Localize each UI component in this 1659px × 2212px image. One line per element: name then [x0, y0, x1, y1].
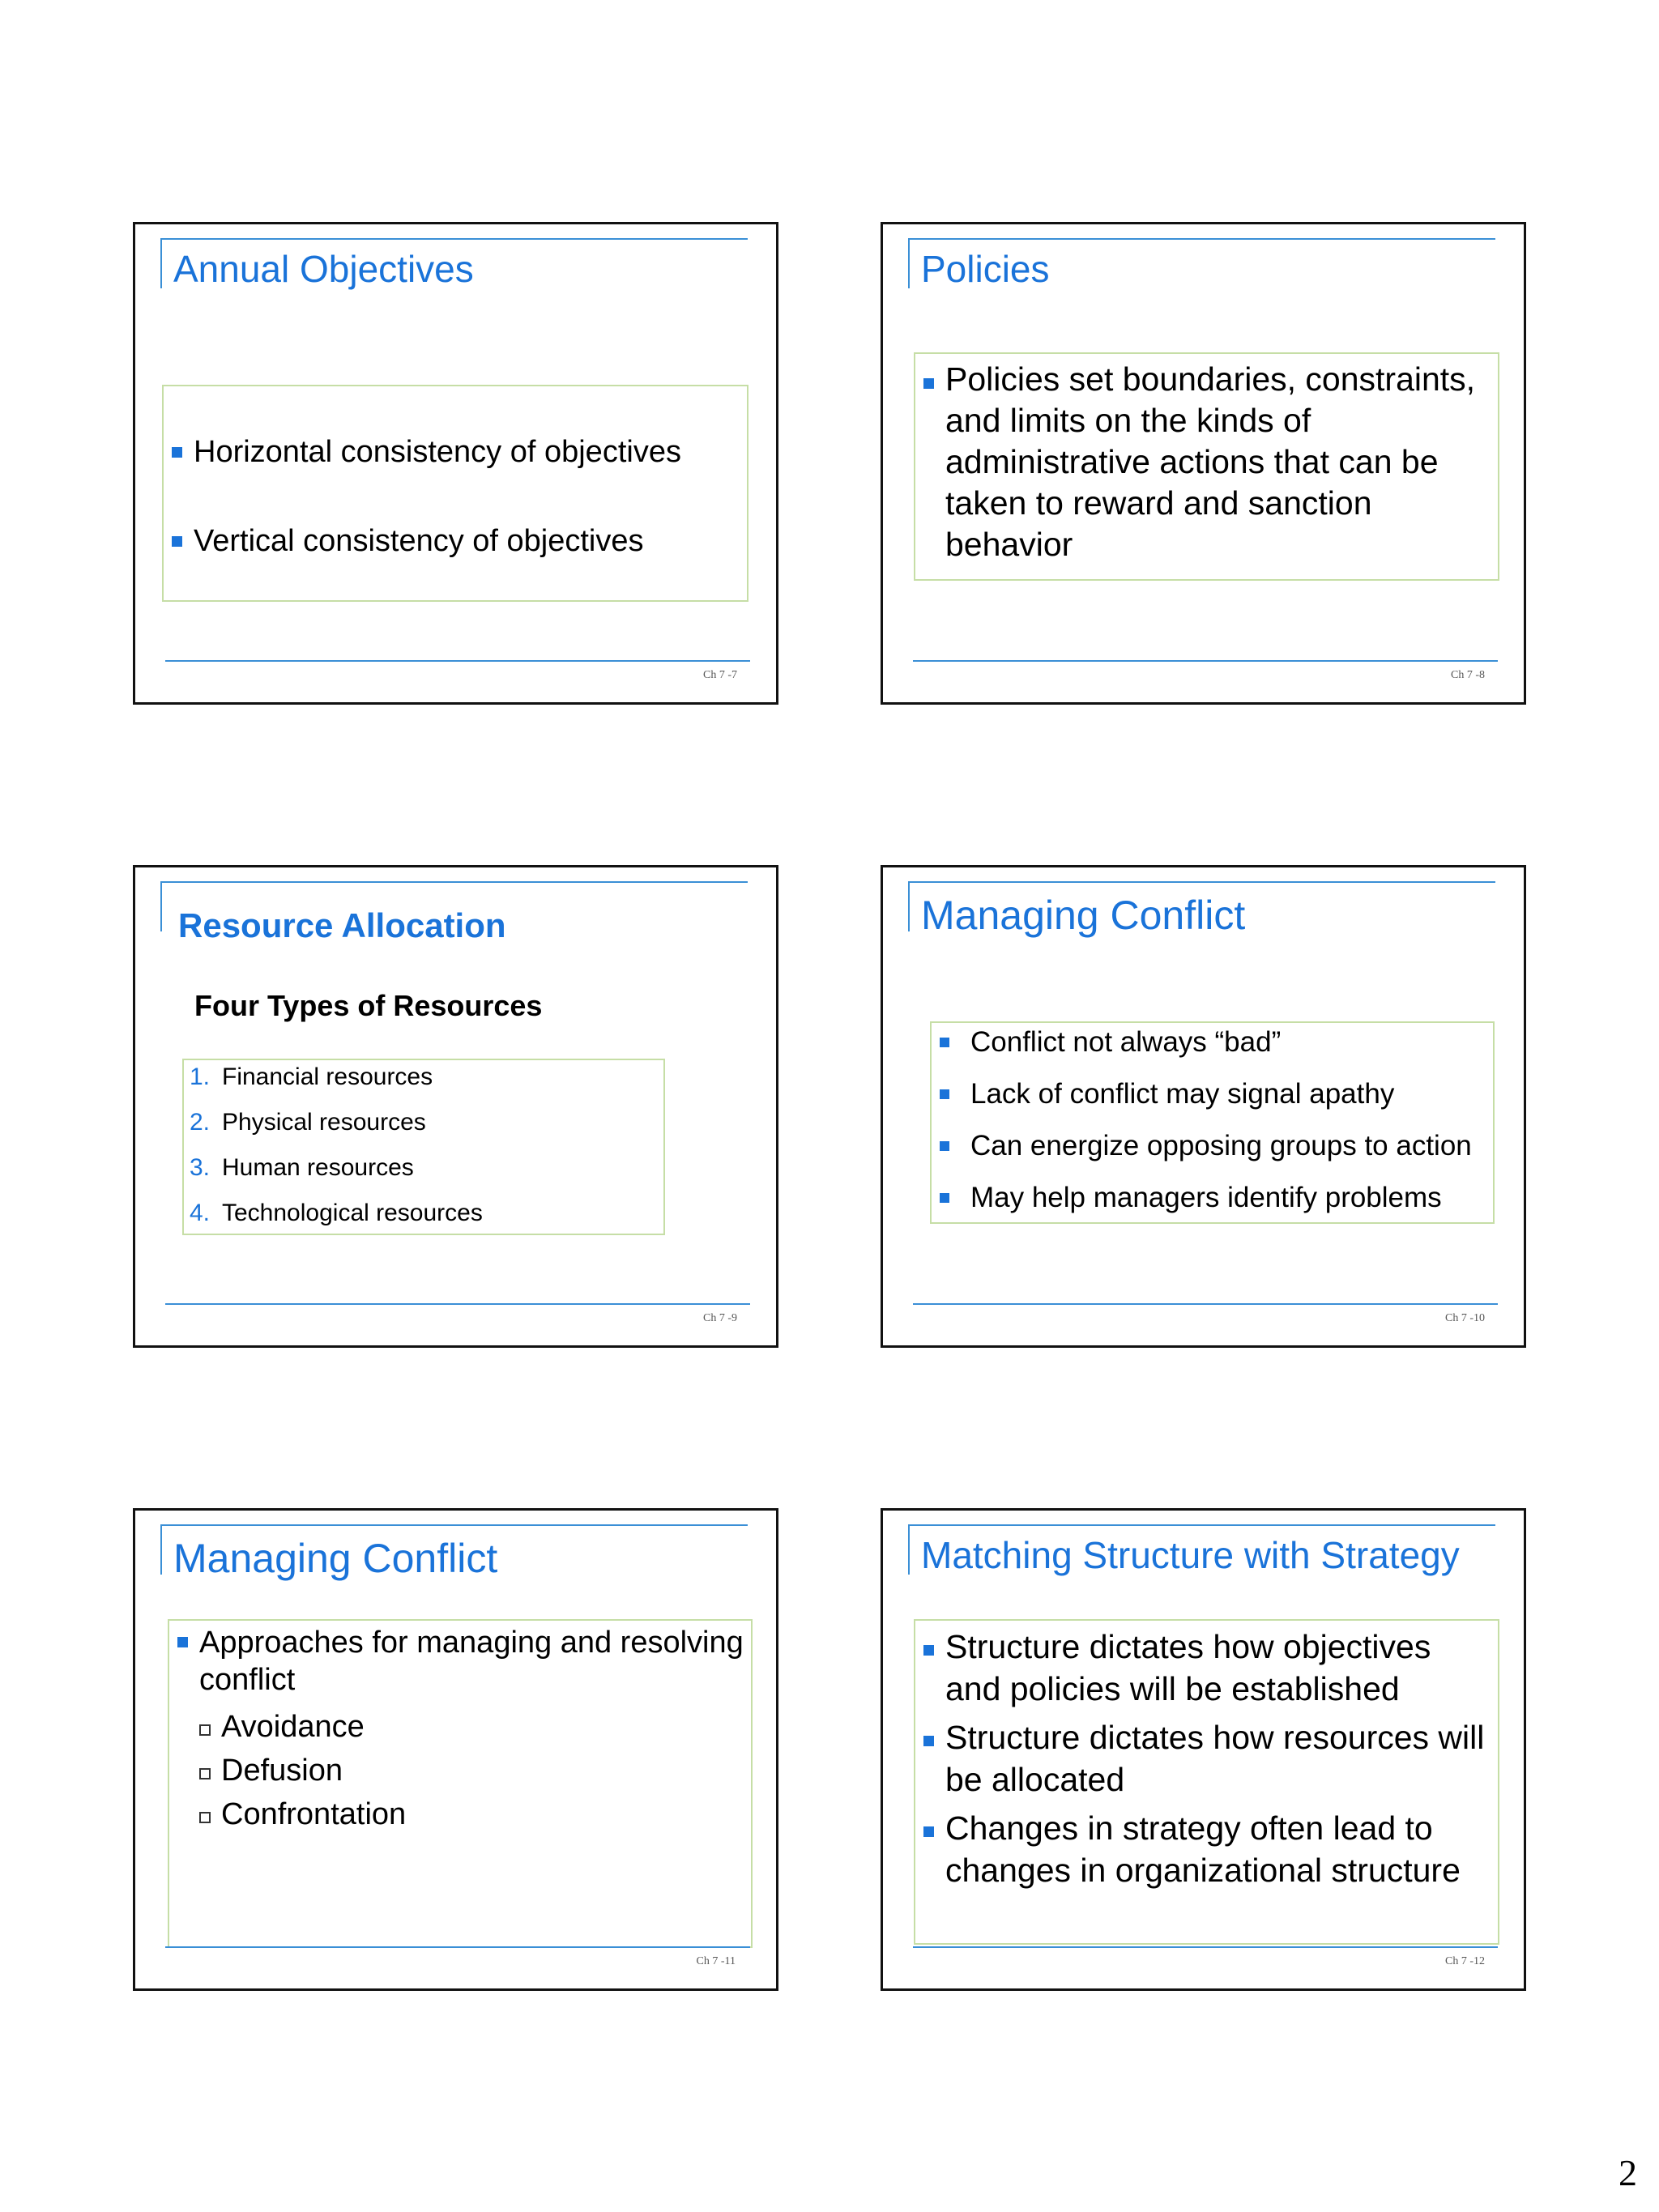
slide-footer: Ch 7 -9 — [703, 1312, 737, 1324]
slide-title: Policies — [921, 248, 1050, 290]
hollow-square-bullet-icon — [199, 1768, 211, 1779]
page-number: 2 — [1618, 2152, 1637, 2193]
slide-footer: Ch 7 -10 — [1445, 1312, 1485, 1324]
slide-matching-structure — [881, 1508, 1526, 1991]
bullet-text: Policies set boundaries, constraints, and limits on the kinds of administrative actions that can be taken to reward and sanction behavior — [945, 360, 1476, 563]
footer-line — [165, 1303, 750, 1305]
slide-footer: Ch 7 -11 — [696, 1955, 736, 1967]
hollow-square-bullet-icon — [199, 1812, 211, 1823]
square-bullet-icon — [923, 378, 934, 389]
square-bullet-icon — [940, 1193, 949, 1203]
slide-footer: Ch 7 -7 — [703, 669, 737, 681]
square-bullet-icon — [923, 1736, 934, 1746]
square-bullet-icon — [177, 1637, 188, 1647]
content-box: Horizontal consistency of objectives Vertical consistency of objectives — [162, 385, 748, 602]
square-bullet-icon — [172, 447, 182, 458]
content-box: Structure dictates how objectives and policies will be established Structure dictates how resources will be allocated Changes in strategy often lead to changes in organizational structure — [914, 1619, 1499, 1945]
content-box — [182, 1059, 665, 1235]
footer-line — [913, 1303, 1498, 1305]
slide-resource-allocation — [133, 865, 778, 1348]
square-bullet-icon — [940, 1038, 949, 1047]
content-box: Conflict not always “bad” Lack of conflict may signal apathy Can energize opposing groups to action May help managers identify problems — [930, 1021, 1495, 1224]
slide-title: Resource Allocation — [178, 906, 506, 944]
content-box: Approaches for managing and resolving conflict Avoidance Defusion Confrontation — [168, 1619, 753, 1948]
slide-managing-conflict-approaches — [133, 1508, 778, 1991]
footer-line — [913, 660, 1498, 662]
slide-title: Annual Objectives — [173, 248, 474, 290]
slide-policies — [881, 222, 1526, 705]
footer-line — [913, 1946, 1498, 1948]
list-item: 3. Human resources — [190, 1154, 414, 1181]
slide-footer: Ch 7 -8 — [1451, 669, 1485, 681]
slide-title: Matching Structure with Strategy — [921, 1534, 1460, 1576]
slide-subtitle: Four Types of Resources — [194, 989, 543, 1022]
slide-title: Managing Conflict — [921, 893, 1246, 938]
content-box — [914, 352, 1499, 581]
footer-line — [165, 660, 750, 662]
hollow-square-bullet-icon — [199, 1724, 211, 1736]
list-item: 2. Physical resources — [190, 1109, 426, 1136]
footer-line — [165, 1946, 750, 1948]
list-item: 1. Financial resources — [190, 1063, 433, 1090]
square-bullet-icon — [940, 1089, 949, 1099]
bullet-text: Approaches for managing and resolving conflict — [199, 1626, 744, 1697]
slide-annual-objectives — [133, 222, 778, 705]
square-bullet-icon — [923, 1826, 934, 1837]
slide-footer: Ch 7 -12 — [1445, 1955, 1485, 1967]
square-bullet-icon — [940, 1141, 949, 1151]
square-bullet-icon — [923, 1645, 934, 1656]
slide-title: Managing Conflict — [173, 1536, 498, 1581]
list-item: 4. Technological resources — [190, 1200, 483, 1226]
square-bullet-icon — [172, 536, 182, 547]
slide-managing-conflict — [881, 865, 1526, 1348]
